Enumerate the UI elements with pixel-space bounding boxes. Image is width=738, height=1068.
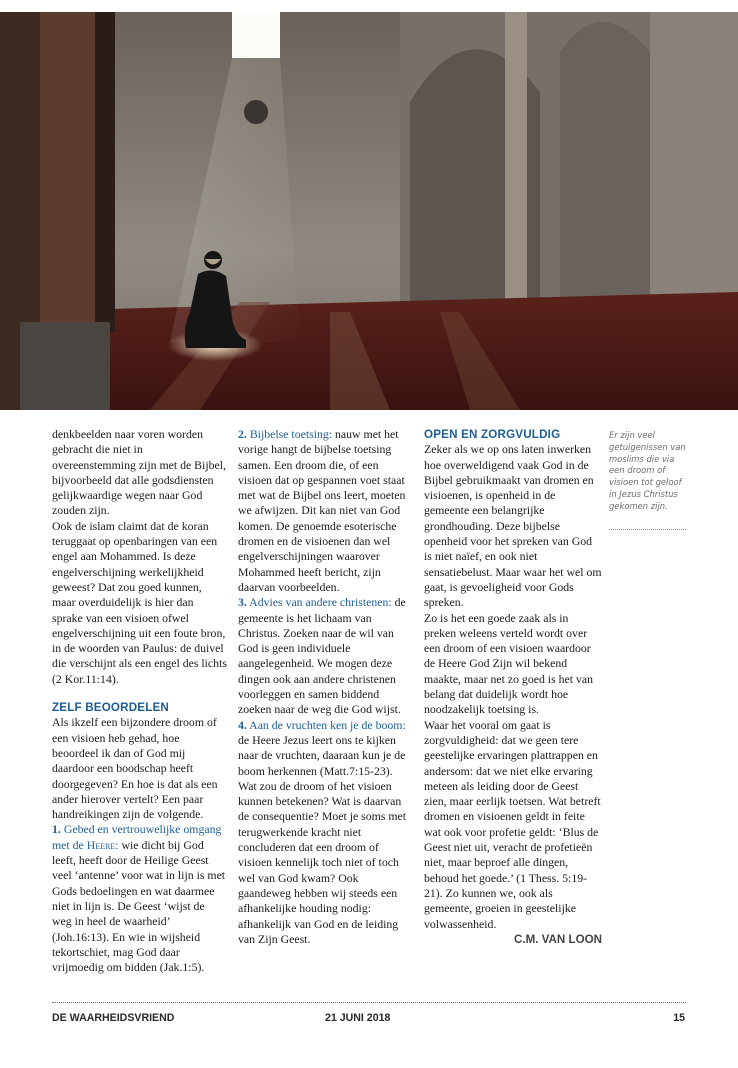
list-item-4-number: 4.	[238, 717, 247, 732]
col3-paragraph-2: Zo is het een goede zaak als in preken weleens verteld wordt over een droom of een visioen waardoor de Heere God Zijn wil bekend maakte, maar net zo goed is het van belang dat duidelijk wordt hoe noodzakelijk toetsing is.	[424, 610, 594, 717]
col1-paragraph-3: Als ikzelf een bijzondere droom of een visioen heb gehad, hoe beoordeel ik dan of God mij daardoor een boodschap heeft doorgegeven? En hoe is dat als een ander hierover vertelt? Een paar handreikingen zijn de volgende.	[52, 715, 218, 822]
list-item-2-text: nauw met het vorige hangt de bijbelse toetsing samen. Een droom die, of een visioen dat op gespannen voet staat met wat de Bijbel ons leert, moeten we afwijzen. Dit kan niet van God komen. De genoemde esoterische dromen en de visioenen dan wel engelverschijningen waarover Mohammed heeft bericht, zijn daarvan voorbeelden.	[238, 427, 406, 594]
list-item-1-lead-lord: Heere	[86, 837, 116, 852]
sidenote-quote: Er zijn veel getuigenissen van moslims die via een droom of visioen tot geloof in Jezus Christus gekomen zijn.	[609, 430, 686, 511]
list-item-4-text: de Heere Jezus leert ons te kijken naar de vruchten, daaraan kun je de boom herkennen (Matt.7:15-23). Wat zou de droom of het visioen kunnen betekenen? Wat is daarvan de consequentie? Moet je soms met terugwerkende kracht niet concluderen dat een droom of visioen kennelijk toch niet of toch wel van God kwam? Ook gaandeweg hebben wij steeds een afhankelijke houding nodig: afhankelijk van God en de leiding van Zijn Geest.	[238, 732, 407, 946]
list-item-3-text: de gemeente is het lichaam van Christus. Zoeken naar de wil van God is geen individuele aangelegenheid. We mogen deze dingen ook aan andere christenen voorleggen en samen biddend zoeken naar de weg die God wijst.	[238, 595, 406, 717]
heading-zelf-beoordelen: ZELF BEOORDELEN	[52, 701, 170, 715]
sidenote-divider	[609, 529, 686, 530]
list-item-1-number: 1.	[52, 822, 61, 837]
list-item-4	[238, 718, 414, 947]
list-item-3-lead: Advies van andere christenen:	[249, 595, 392, 610]
list-item-1	[52, 822, 227, 975]
list-item-2-number: 2.	[238, 427, 247, 441]
list-item-3	[238, 595, 414, 717]
footer-divider	[52, 1002, 686, 1003]
heading-open-en-zorgvuldig: OPEN EN ZORGVULDIG	[424, 428, 561, 441]
column-1	[52, 427, 227, 975]
column-3	[424, 427, 602, 947]
col1-paragraph-1: denkbeelden naar voren worden gebracht die niet in overeenstemming zijn met de Bijbel, bijvoorbeeld dat alle godsdiensten gelijkwaardige wegen naar God zouden zijn.	[52, 427, 226, 518]
col3-paragraph-3: Waar het vooral om gaat is zorgvuldigheid: dat we geen tere geestelijke ervaringen plattrappen en andersom: dat we niet elke ervaring meteen als leiding door de Geest zien, maar eerlijk toetsen. Wat betreft dromen en visioenen geldt in feite wat ook voor profetie geldt: ‘Blus de Geest niet uit, veracht de profetieën niet, maar beproef alle dingen, behoud het goede.’ (1 Thess. 5:19-21). Zo kunnen we, ook als gemeente, groeien in geestelijke volwassenheid.	[424, 717, 601, 931]
author-byline: C.M. VAN LOON	[513, 932, 602, 946]
list-item-1-lead-a: Gebed en vertrouwelijke omgang met de	[52, 822, 222, 852]
footer-page-number: 15	[673, 1012, 685, 1024]
list-item-4-lead: Aan de vruchten ken je de boom:	[249, 717, 406, 732]
list-item-3-number: 3.	[238, 595, 247, 610]
list-item-1-text: wie dicht bij God leeft, heeft door de Heilige Geest veel ‘antenne’ voor wat in lijn is met Gods bedoelingen en wat daarmee niet in lijn is. De Geest ‘wijst de weg in heel de waarheid’ (Joh.16:13). En wie in wijsheid tekortschiet, mag God daar vrijmoedig om bidden (Jak.1:5).	[52, 837, 226, 975]
footer-magazine-title: DE WAARHEIDSVRIEND	[52, 1012, 175, 1024]
list-item-1-lead-end: :	[115, 837, 119, 852]
col1-paragraph-2: Ook de islam claimt dat de koran teruggaat op openbaringen van een engel aan Mohammed. Is deze engelverschijning werkelijkheid geweest? Dat zou goed kunnen, maar overduidelijk is hier dan sprake van een visioen ofwel engelverschijning uit een foute bron, in de woorden van Paulus: de duivel die verschijnt als een engel des lichts (2 Kor.11:14).	[52, 518, 227, 686]
list-item-2-lead: Bijbelse toetsing:	[249, 427, 333, 441]
col3-paragraph-1: Zeker als we op ons laten inwerken hoe overweldigend vaak God in de Bijbel gebruikmaakt van dromen en visioenen, is openheid in de gemeente een belangrijke grondhouding. Deze bijbelse openheid voor het spreken van God is niet naïef, en ook niet sensatiebelust. Maar waar het wel om gaat, is gevoeligheid voor Gods spreken.	[424, 442, 602, 610]
column-2	[238, 427, 414, 947]
praying-man-in-mosque-photo	[0, 12, 738, 410]
list-item-2	[238, 427, 414, 595]
footer-date: 21 JUNI 2018	[325, 1012, 391, 1024]
